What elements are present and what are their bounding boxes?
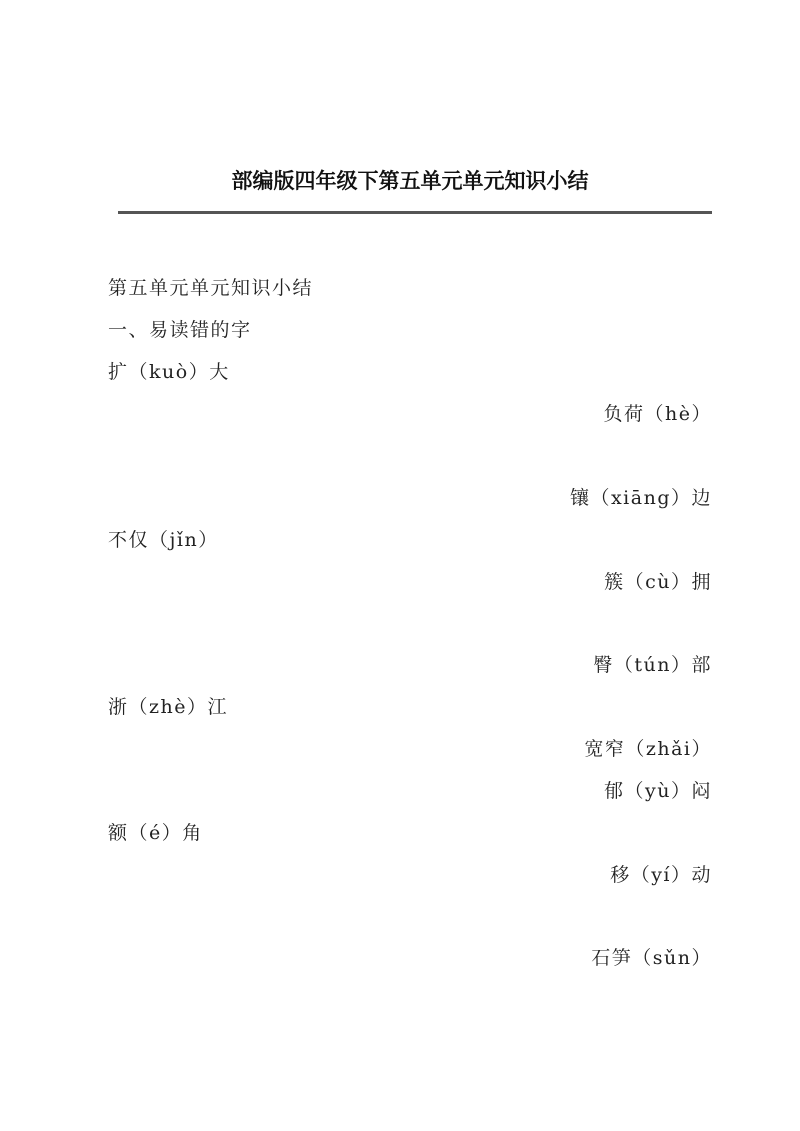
word-item: 石笋（sǔn）: [591, 947, 712, 969]
title-divider: [118, 211, 712, 214]
word-item: 宽窄（zhǎi）: [584, 738, 712, 760]
word-item: 额（é）角: [108, 822, 203, 844]
word-item: 臀（tún）部: [593, 654, 712, 676]
word-item: 浙（zhè）江: [108, 696, 228, 718]
word-item: 扩（kuò）大: [108, 361, 230, 383]
word-item: 负荷（hè）: [603, 403, 712, 425]
word-item: 郁（yù）闷: [604, 780, 712, 802]
word-item: 镶（xiāng）边: [569, 487, 712, 509]
subheading: 一、易读错的字: [108, 319, 252, 341]
document-title: 部编版四年级下第五单元单元知识小结: [231, 168, 589, 193]
word-item: 移（yí）动: [610, 864, 712, 886]
word-item: 不仅（jǐn）: [108, 529, 219, 551]
section-heading: 第五单元单元知识小结: [108, 277, 314, 299]
word-item: 簇（cù）拥: [604, 571, 712, 593]
